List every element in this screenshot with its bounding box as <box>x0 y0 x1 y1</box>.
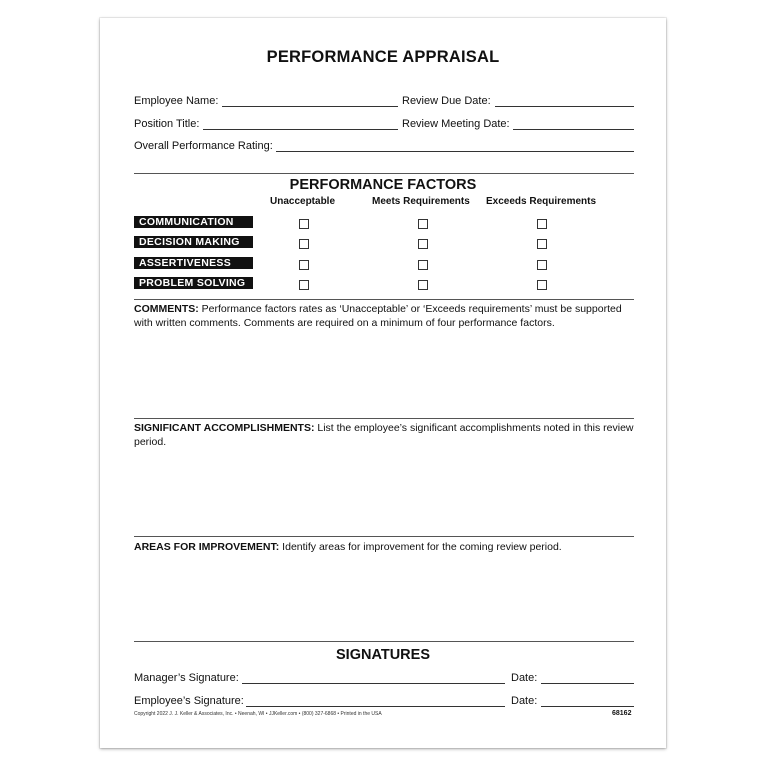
column-unacceptable: Unacceptable <box>270 196 336 207</box>
improvement-instructions <box>134 540 634 554</box>
comments-writing-area[interactable] <box>134 336 634 416</box>
accomplishments-writing-area[interactable] <box>134 454 634 534</box>
assertiveness-exceeds-checkbox[interactable] <box>537 260 547 270</box>
communication-unacceptable-checkbox[interactable] <box>299 219 309 229</box>
factor-label-assertiveness: ASSERTIVENESS <box>134 257 253 269</box>
improvement-writing-area[interactable] <box>134 558 634 638</box>
review-due-date-field[interactable] <box>495 106 634 107</box>
decision-making-exceeds-checkbox[interactable] <box>537 239 547 249</box>
comments-label: COMMENTS: <box>134 303 199 315</box>
column-exceeds-requirements: Exceeds Requirements <box>486 196 597 207</box>
position-title-label: Position Title: <box>134 118 200 130</box>
employee-name-label: Employee Name: <box>134 95 219 107</box>
section-divider <box>134 299 634 300</box>
section-divider <box>134 641 634 642</box>
communication-meets-checkbox[interactable] <box>418 219 428 229</box>
section-divider <box>134 536 634 537</box>
position-title-field[interactable] <box>203 129 398 130</box>
signatures-heading: SIGNATURES <box>336 647 430 663</box>
employee-date-field[interactable] <box>541 706 634 707</box>
review-meeting-date-field[interactable] <box>513 129 634 130</box>
decision-making-unacceptable-checkbox[interactable] <box>299 239 309 249</box>
assertiveness-unacceptable-checkbox[interactable] <box>299 260 309 270</box>
performance-factors-heading: PERFORMANCE FACTORS <box>289 177 477 193</box>
manager-signature-field[interactable] <box>242 683 505 684</box>
overall-rating-field[interactable] <box>276 151 634 152</box>
comments-text: Performance factors rates as ‘Unacceptable’ or ‘Exceeds requirements’ must be supported with written comments. Comments are required on a minimum of four performance factors. <box>134 303 622 329</box>
form-number: 68162 <box>612 710 632 717</box>
appraisal-form-sheet <box>100 18 666 748</box>
section-divider <box>134 173 634 174</box>
accomplishments-instructions <box>134 421 634 449</box>
form-title: PERFORMANCE APPRAISAL <box>266 48 500 66</box>
column-meets-requirements: Meets Requirements <box>372 196 470 207</box>
overall-rating-label: Overall Performance Rating: <box>134 140 273 152</box>
accomplishments-text: List the employee’s significant accomplishments noted in this review period. <box>134 422 634 448</box>
manager-date-label: Date: <box>511 672 538 684</box>
improvement-text: Identify areas for improvement for the coming review period. <box>279 541 562 553</box>
improvement-label: AREAS FOR IMPROVEMENT: <box>134 541 280 553</box>
section-divider <box>134 418 634 419</box>
problem-solving-exceeds-checkbox[interactable] <box>537 280 547 290</box>
employee-signature-field[interactable] <box>246 706 505 707</box>
factor-label-problem-solving: PROBLEM SOLVING <box>134 277 253 289</box>
problem-solving-meets-checkbox[interactable] <box>418 280 428 290</box>
employee-name-field[interactable] <box>222 106 398 107</box>
problem-solving-unacceptable-checkbox[interactable] <box>299 280 309 290</box>
review-meeting-date-label: Review Meeting Date: <box>402 118 510 130</box>
review-due-date-label: Review Due Date: <box>402 95 491 107</box>
manager-signature-label: Manager’s Signature: <box>134 672 239 684</box>
decision-making-meets-checkbox[interactable] <box>418 239 428 249</box>
employee-signature-label: Employee’s Signature: <box>134 695 244 707</box>
factor-label-communication: COMMUNICATION <box>134 216 253 228</box>
assertiveness-meets-checkbox[interactable] <box>418 260 428 270</box>
factor-label-decision-making: DECISION MAKING <box>134 236 253 248</box>
copyright-footer: Copyright 2022 J. J. Keller & Associates, Inc. • Neenah, WI • JJKeller.com • (800) 327-6868 • Printed in the USA <box>134 711 382 717</box>
communication-exceeds-checkbox[interactable] <box>537 219 547 229</box>
manager-date-field[interactable] <box>541 683 634 684</box>
comments-instructions <box>134 302 634 330</box>
accomplishments-label: SIGNIFICANT ACCOMPLISHMENTS: <box>134 422 315 434</box>
employee-date-label: Date: <box>511 695 538 707</box>
